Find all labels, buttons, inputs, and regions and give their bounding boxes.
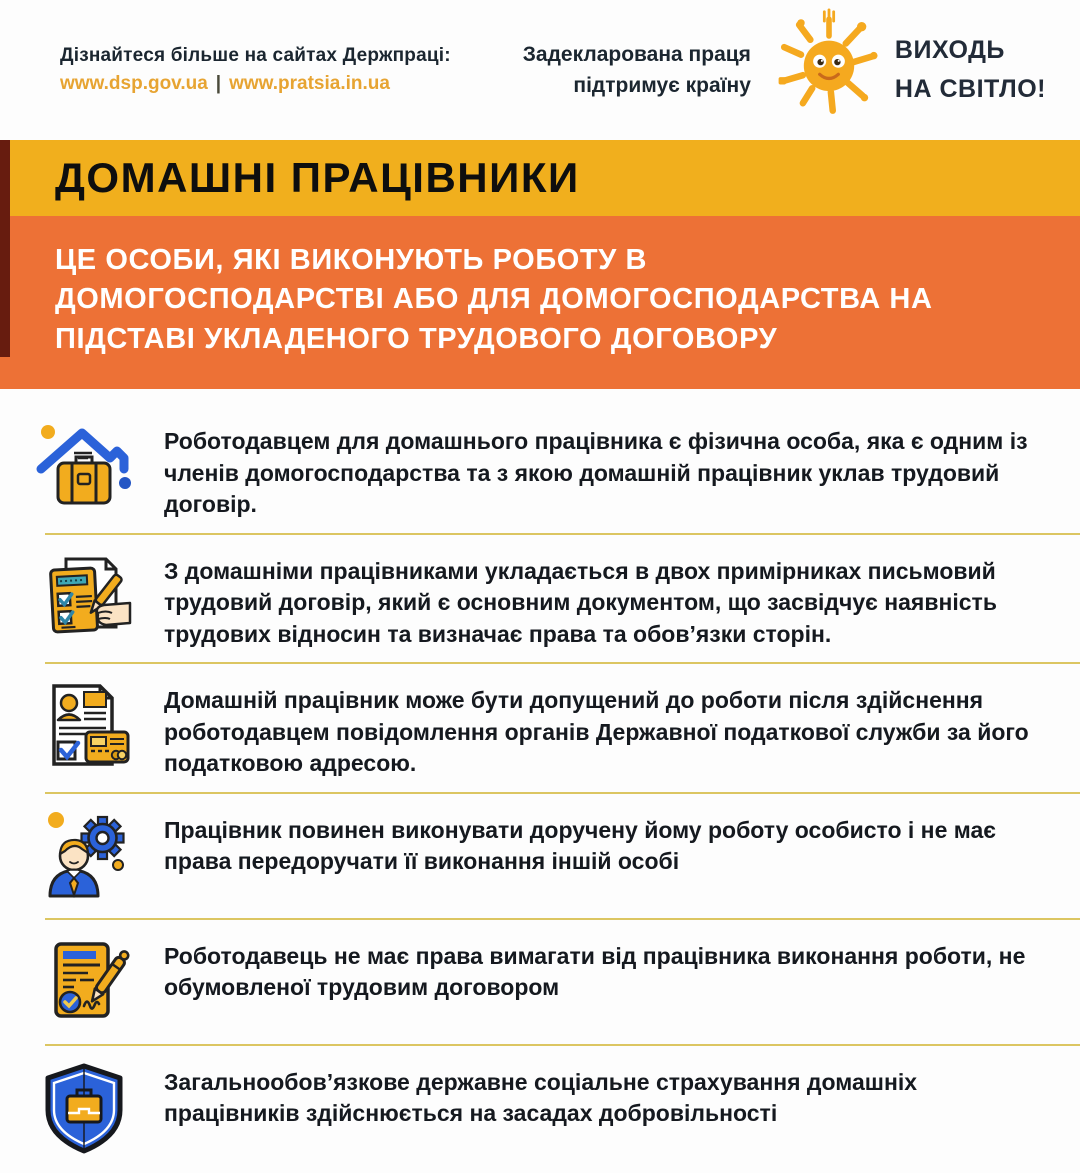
house-briefcase-icon bbox=[34, 417, 134, 517]
shield-briefcase-icon bbox=[34, 1058, 134, 1158]
link-separator: | bbox=[215, 73, 222, 94]
dsp-link[interactable]: www.dsp.gov.ua bbox=[60, 73, 208, 94]
info-label: Дізнайтеся більше на сайтах Держпраці: bbox=[60, 45, 451, 66]
left-edge-strip bbox=[0, 140, 10, 357]
list-item bbox=[0, 535, 1080, 663]
list-item-text: З домашніми працівниками укладається в двох примірниках письмовий трудовий договір, який є основним документом, що засвідчує наявність трудових відносин та визначає права та обов’язки сторін. bbox=[164, 557, 997, 647]
rules-list bbox=[0, 389, 1080, 1170]
list-item bbox=[0, 920, 1080, 1044]
campaign-logo bbox=[773, 13, 1046, 128]
logo-text-line2: НА СВІТЛО! bbox=[894, 75, 1046, 103]
slogan bbox=[523, 39, 773, 102]
website-links bbox=[60, 73, 480, 95]
header bbox=[0, 0, 1080, 140]
list-item bbox=[0, 1046, 1080, 1170]
list-item bbox=[0, 405, 1080, 533]
definition-text: ЦЕ ОСОБИ, ЯКІ ВИКОНУЮТЬ РОБОТУ В ДОМОГОСПОДАРСТВІ АБО ДЛЯ ДОМОГОСПОДАРСТВА НА ПІДСТАВІ УКЛАДЕНОГО ТРУДОВОГО ДОГОВОРУ bbox=[55, 244, 933, 355]
page-title: ДОМАШНІ ПРАЦІВНИКИ bbox=[55, 154, 580, 201]
list-item bbox=[0, 664, 1080, 792]
list-item-text: Роботодавцем для домашнього працівника є фізична особа, яка є одним із членів домогосподарства та з якою домашній працівник уклав трудовий договір. bbox=[164, 428, 1028, 518]
logo-text-line1: ВИХОДЬ bbox=[894, 36, 1005, 65]
list-item-text: Домашній працівник може бути допущений до роботи після здійснення роботодавцем повідомлення органів Державної податкової служби за його податковою адресою. bbox=[164, 687, 1029, 777]
worker-gear-icon bbox=[34, 806, 134, 906]
logo-text bbox=[895, 31, 1046, 109]
contract-checklist-icon bbox=[34, 547, 134, 647]
sun-tools-icon bbox=[773, 13, 885, 128]
signed-contract-icon bbox=[34, 932, 134, 1032]
definition-banner bbox=[0, 216, 1080, 389]
title-banner bbox=[0, 140, 1080, 216]
list-item bbox=[0, 794, 1080, 918]
slogan-line2: підтримує країну bbox=[573, 74, 751, 97]
list-item-text: Працівник повинен виконувати доручену йому роботу особисто і не має права передоручати її виконання іншій особі bbox=[164, 816, 996, 875]
header-info-block bbox=[60, 45, 480, 95]
list-item-text: Загальнообов’язкове державне соціальне страхування домашніх працівників здійснюється на засадах добровільності bbox=[164, 1068, 918, 1127]
pratsia-link[interactable]: www.pratsia.in.ua bbox=[229, 73, 390, 94]
list-item-text: Роботодавець не має права вимагати від працівника виконання роботи, не обумовленої трудовим договором bbox=[164, 942, 1026, 1001]
id-document-icon bbox=[34, 676, 134, 776]
slogan-line1: Задекларована праця bbox=[522, 42, 751, 66]
